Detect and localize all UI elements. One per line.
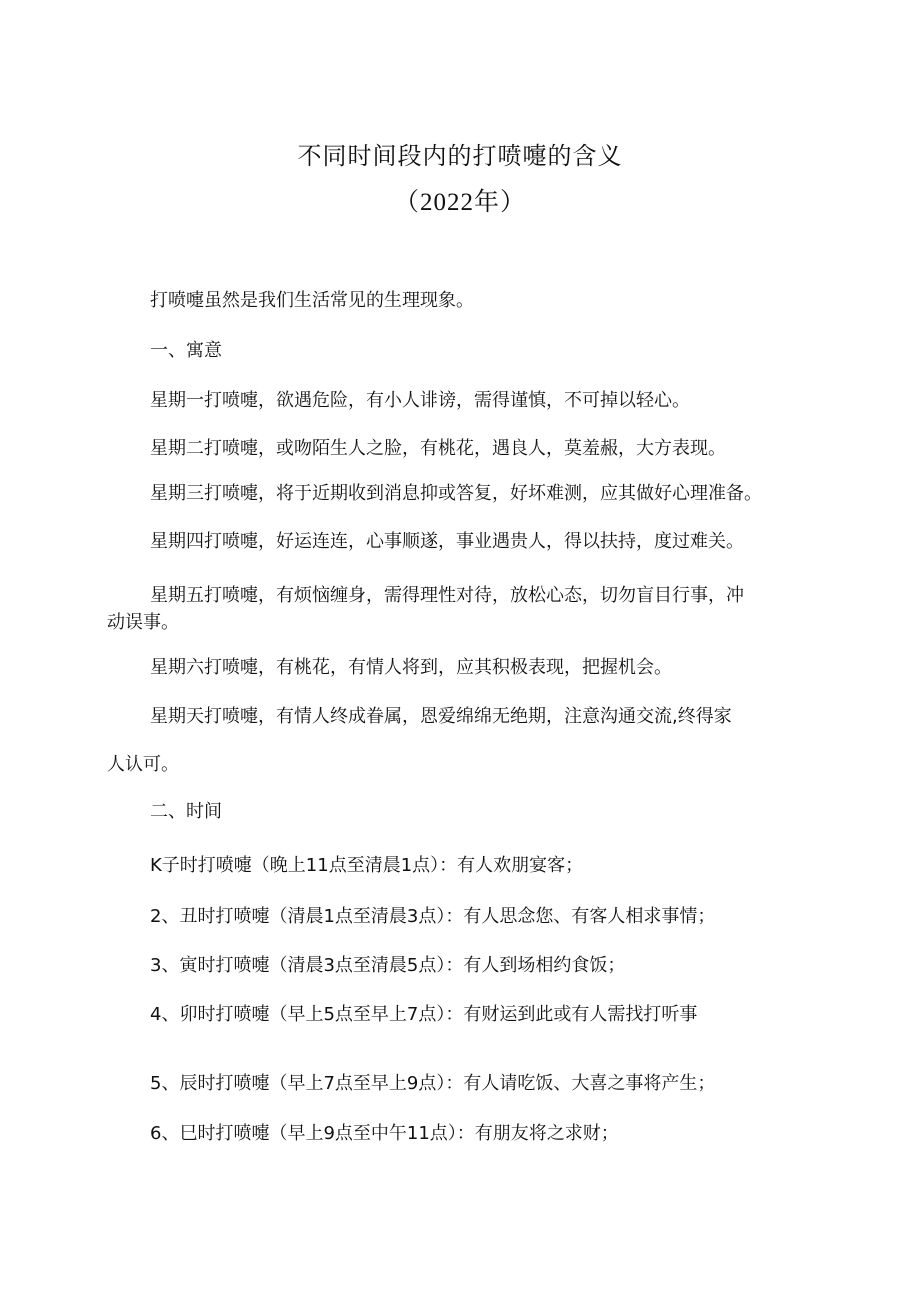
time-item-2: 2、丑时打喷嚏（清晨1点至清晨3点）：有人思念您、有客人相求事情； xyxy=(150,906,716,927)
meaning-friday-line1: 星期五打喷嚏，有烦恼缠身，需得理性对待，放松心态，切勿盲目行事，冲 xyxy=(150,585,744,606)
meaning-sunday-line2: 人认可。 xyxy=(107,754,179,775)
time-item-1: K子时打喷嚏（晚上11点至清晨1点）：有人欢朋宴客； xyxy=(150,855,584,876)
document-title: 不同时间段内的打喷嚏的含义 xyxy=(297,142,623,170)
meaning-friday-line2: 动误事。 xyxy=(107,612,179,633)
meaning-wednesday: 星期三打喷嚏，将于近期收到消息抑或答复，好坏难测，应其做好心理准备。 xyxy=(150,483,762,504)
meaning-monday: 星期一打喷嚏，欲遇危险，有小人诽谤，需得谨慎，不可掉以轻心。 xyxy=(150,390,690,411)
intro-paragraph: 打喷嚏虽然是我们生活常见的生理现象。 xyxy=(150,290,474,311)
time-item-6: 6、巳时打喷嚏（早上9点至中午11点）：有朋友将之求财； xyxy=(150,1123,619,1144)
meaning-saturday: 星期六打喷嚏，有桃花，有情人将到，应其积极表现，把握机会。 xyxy=(150,657,672,678)
document-year: （2022年） xyxy=(393,189,526,216)
meaning-sunday-line1: 星期天打喷嚏，有情人终成眷属，恩爱绵绵无绝期，注意沟通交流,终得家 xyxy=(150,706,732,727)
section1-heading: 一、寓意 xyxy=(150,340,222,361)
meaning-tuesday: 星期二打喷嚏，或吻陌生人之脸，有桃花，遇良人，莫羞赧，大方表现。 xyxy=(150,438,726,459)
time-item-4: 4、卯时打喷嚏（早上5点至早上7点）：有财运到此或有人需找打听事 xyxy=(150,1004,698,1025)
time-item-3: 3、寅时打喷嚏（清晨3点至清晨5点）：有人到场相约食饭； xyxy=(150,955,626,976)
time-item-5: 5、辰时打喷嚏（早上7点至早上9点）：有人请吃饭、大喜之事将产生； xyxy=(150,1073,716,1094)
meaning-thursday: 星期四打喷嚏，好运连连，心事顺遂，事业遇贵人，得以扶持，度过难关。 xyxy=(150,531,744,552)
section2-heading: 二、时间 xyxy=(150,801,222,822)
